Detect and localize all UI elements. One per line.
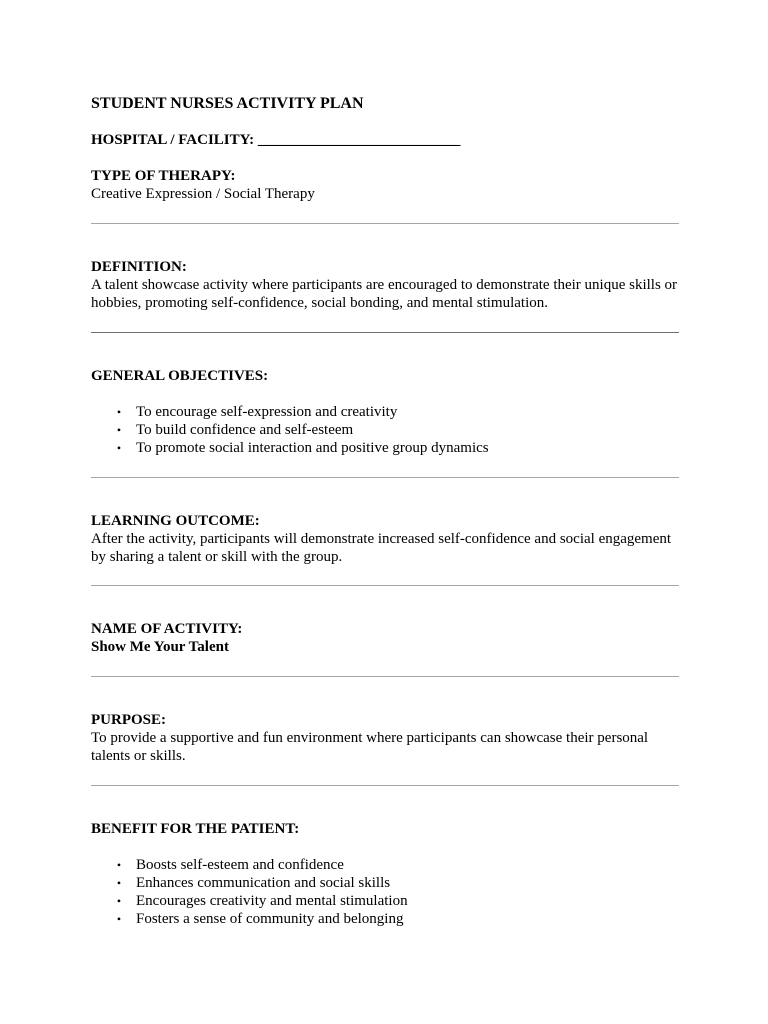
purpose-heading: PURPOSE: [91, 712, 166, 728]
list-item [91, 439, 681, 457]
list-item-text: To promote social interaction and positive group dynamics [136, 440, 489, 456]
section-divider [91, 585, 679, 586]
benefits-list [91, 856, 681, 928]
bullet-icon: • [116, 876, 122, 890]
objectives-heading: GENERAL OBJECTIVES: [91, 368, 269, 384]
definition-heading: DEFINITION: [91, 259, 187, 275]
list-item-text: Boosts self-esteem and confidence [136, 857, 344, 873]
bullet-icon: • [116, 423, 122, 437]
bullet-icon: • [116, 894, 122, 908]
list-item-text: Fosters a sense of community and belonging [136, 911, 404, 927]
document-title: STUDENT NURSES ACTIVITY PLAN [91, 95, 364, 112]
outcome-text: After the activity, participants will demonstrate increased self-confidence and social engagement by sharing a talent or skill with the group. [91, 531, 672, 565]
therapy-text: Creative Expression / Social Therapy [91, 186, 315, 202]
list-item [91, 910, 681, 928]
list-item-text: To encourage self-expression and creativity [136, 404, 398, 420]
list-item [91, 892, 681, 910]
hospital-facility-field: HOSPITAL / FACILITY: ___________________________ [91, 132, 461, 148]
bullet-icon: • [116, 405, 122, 419]
section-divider [91, 477, 679, 478]
list-item [91, 403, 681, 421]
objectives-list [91, 403, 681, 457]
bullet-icon: • [116, 912, 122, 926]
list-item-text: To build confidence and self-esteem [136, 422, 354, 438]
bullet-icon: • [116, 441, 122, 455]
list-item-text: Enhances communication and social skills [136, 875, 391, 891]
section-divider [91, 223, 679, 224]
therapy-heading: TYPE OF THERAPY: [91, 168, 236, 184]
activity-name: Show Me Your Talent [91, 639, 229, 655]
list-item-text: Encourages creativity and mental stimulation [136, 893, 408, 909]
list-item [91, 874, 681, 892]
bullet-icon: • [116, 858, 122, 872]
outcome-heading: LEARNING OUTCOME: [91, 513, 260, 529]
purpose-text: To provide a supportive and fun environment where participants can showcase their personal talents or skills. [91, 730, 649, 764]
section-divider [91, 785, 679, 786]
list-item [91, 421, 681, 439]
benefits-heading: BENEFIT FOR THE PATIENT: [91, 821, 300, 837]
section-divider [91, 332, 679, 333]
section-divider [91, 676, 679, 677]
definition-text: A talent showcase activity where participants are encouraged to demonstrate their unique skills or hobbies, promoting self-confidence, social bonding, and mental stimulation. [91, 277, 678, 311]
activity-heading: NAME OF ACTIVITY: [91, 621, 243, 637]
list-item [91, 856, 681, 874]
